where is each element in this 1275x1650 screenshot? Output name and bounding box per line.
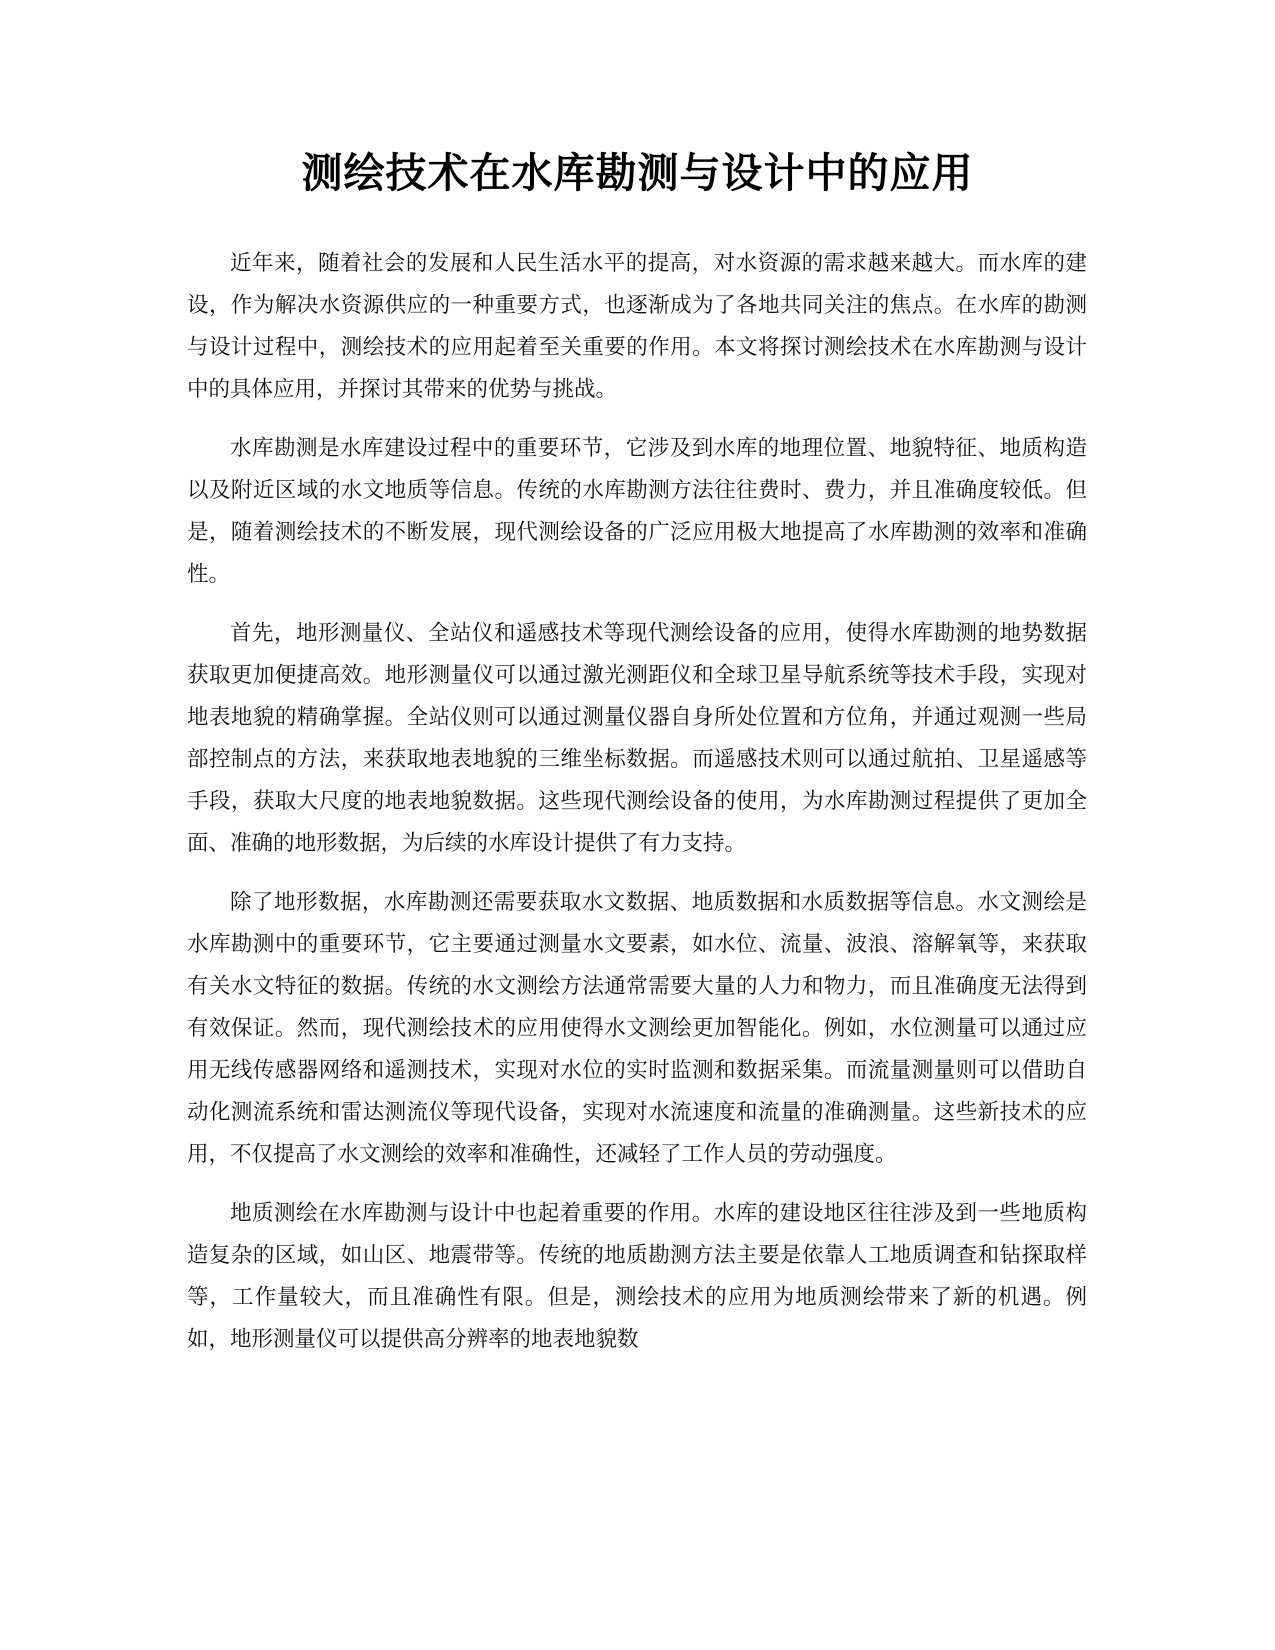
document-title: 测绘技术在水库勘测与设计中的应用 <box>301 149 974 197</box>
paragraph-2: 水库勘测是水库建设过程中的重要环节，它涉及到水库的地理位置、地貌特征、地质构造以及附近区域的水文地质等信息。传统的水库勘测方法往往费时、费力，并且准确度较低。但是，随着测绘技术的不断发展，现代测绘设备的广泛应用极大地提高了水库勘测的效率和准确性。 <box>187 436 1087 587</box>
paragraph-1: 近年来，随着社会的发展和人民生活水平的提高，对水资源的需求越来越大。而水库的建设，作为解决水资源供应的一种重要方式，也逐渐成为了各地共同关注的焦点。在水库的勘测与设计过程中，测绘技术的应用起着至关重要的作用。本文将探讨测绘技术在水库勘测与设计中的具体应用，并探讨其带来的优势与挑战。 <box>187 251 1087 402</box>
paragraph-4: 除了地形数据，水库勘测还需要获取水文数据、地质数据和水质数据等信息。水文测绘是水库勘测中的重要环节，它主要通过测量水文要素，如水位、流量、波浪、溶解氧等，来获取有关水文特征的数据。传统的水文测绘方法通常需要大量的人力和物力，而且准确度无法得到有效保证。然而，现代测绘技术的应用使得水文测绘更加智能化。例如，水位测量可以通过应用无线传感器网络和遥测技术，实现对水位的实时监测和数据采集。而流量测量则可以借助自动化测流系统和雷达测流仪等现代设备，实现对水流速度和流量的准确测量。这些新技术的应用，不仅提高了水文测绘的效率和准确性，还减轻了工作人员的劳动强度。 <box>187 890 1087 1167</box>
document-body <box>187 243 1087 1378</box>
paragraph-3: 首先，地形测量仪、全站仪和遥感技术等现代测绘设备的应用，使得水库勘测的地势数据获取更加便捷高效。地形测量仪可以通过激光测距仪和全球卫星导航系统等技术手段，实现对地表地貌的精确掌握。全站仪则可以通过测量仪器自身所处位置和方位角，并通过观测一些局部控制点的方法，来获取地表地貌的三维坐标数据。而遥感技术则可以通过航拍、卫星遥感等手段，获取大尺度的地表地貌数据。这些现代测绘设备的使用，为水库勘测过程提供了更加全面、准确的地形数据，为后续的水库设计提供了有力支持。 <box>187 621 1087 856</box>
paragraph-5: 地质测绘在水库勘测与设计中也起着重要的作用。水库的建设地区往往涉及到一些地质构造复杂的区域，如山区、地震带等。传统的地质勘测方法主要是依靠人工地质调查和钻探取样等，工作量较大，而且准确性有限。但是，测绘技术的应用为地质测绘带来了新的机遇。例如，地形测量仪可以提供高分辨率的地表地貌数 <box>187 1201 1087 1352</box>
